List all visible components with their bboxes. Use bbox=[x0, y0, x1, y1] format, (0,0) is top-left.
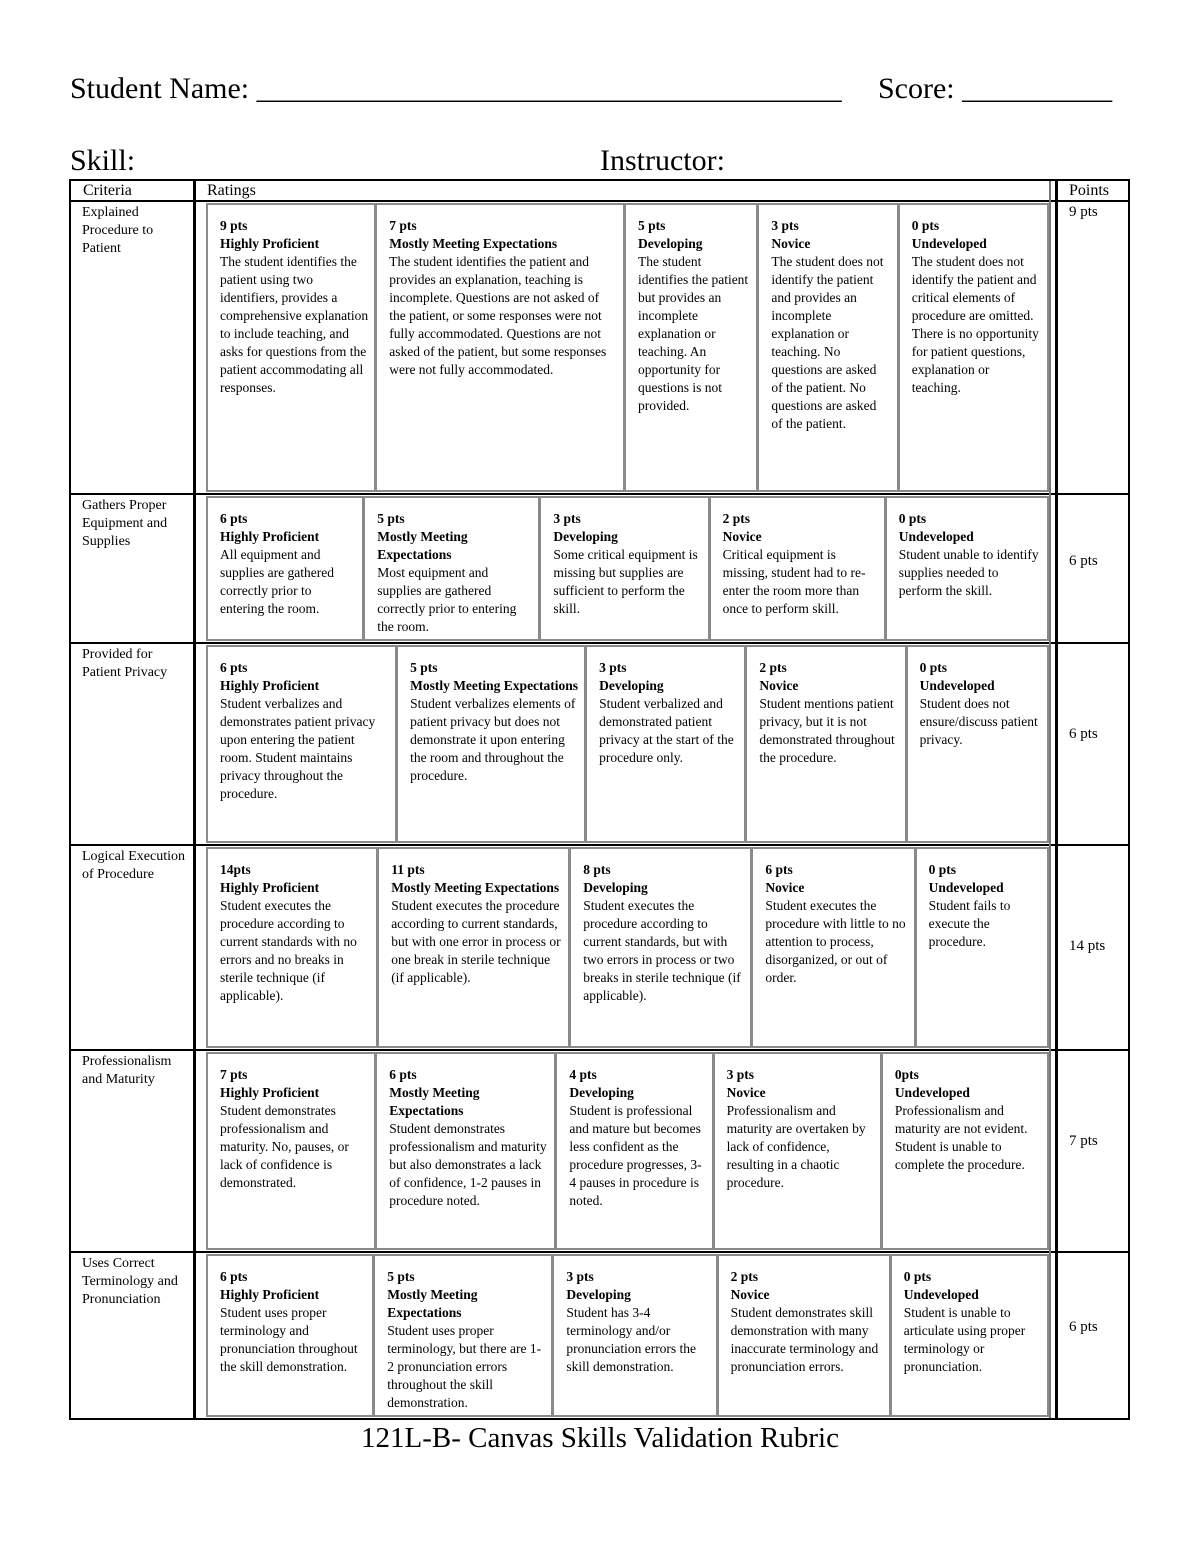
rating-points: 5 pts bbox=[637, 218, 666, 233]
rating-title: Mostly Meeting Expectations bbox=[410, 678, 579, 693]
rating-title: Developing bbox=[566, 1287, 631, 1302]
rating-points: 6 pts bbox=[765, 862, 793, 877]
rating-title: Novice bbox=[759, 678, 799, 693]
rating-points: 5 pts bbox=[410, 660, 438, 675]
rating-cell bbox=[759, 205, 899, 490]
footer-title: 121L-B- Canvas Skills Validation Rubric bbox=[361, 1422, 839, 1454]
criterion-label: Uses Correct Terminology and Pronunciation bbox=[82, 1256, 178, 1307]
rating-points: 3 pts bbox=[553, 511, 581, 526]
rating-title: Developing bbox=[599, 678, 664, 693]
rating-cell bbox=[626, 205, 759, 490]
rating-description: All equipment and supplies are gathered correctly prior to entering the room. bbox=[220, 547, 334, 616]
points-value: 6 pts bbox=[1069, 726, 1098, 742]
points-value: 6 pts bbox=[1069, 553, 1098, 569]
rating-points: 0pts bbox=[894, 1067, 919, 1082]
rating-cell bbox=[557, 1054, 714, 1248]
rating-cell bbox=[571, 849, 753, 1046]
rating-title: Highly Proficient bbox=[220, 236, 320, 251]
rating-cell bbox=[715, 1054, 883, 1248]
rating-cell bbox=[208, 1256, 375, 1415]
rating-cell bbox=[208, 205, 377, 490]
rating-cell bbox=[900, 205, 1047, 490]
rating-title: Undeveloped bbox=[903, 1287, 979, 1302]
rating-description: Student uses proper terminology and pronunciation throughout the skill demonstration. bbox=[220, 1305, 358, 1374]
ratings-column-header: Ratings bbox=[207, 182, 256, 199]
rating-description: The student does not identify the patient and critical elements of procedure are omitted. There is no opportunity for patient questions, explanation or teaching. bbox=[911, 254, 1039, 395]
rating-description: Student unable to identify supplies needed to perform the skill. bbox=[898, 547, 1039, 598]
rating-title: Novice bbox=[730, 1287, 770, 1302]
rating-description: The student identifies the patient but provides an incomplete explanation or teaching. An opportunity for questions is not provided. bbox=[637, 254, 749, 413]
ratings-divider-inner bbox=[1049, 181, 1051, 1418]
rating-title: Highly Proficient bbox=[220, 678, 320, 693]
rating-points: 3 pts bbox=[566, 1269, 594, 1284]
rating-description: Student fails to execute the procedure. bbox=[928, 898, 1011, 949]
rating-title: Novice bbox=[771, 236, 811, 251]
rating-title: Mostly Meeting Expectations bbox=[387, 1287, 478, 1320]
points-value: 6 pts bbox=[1069, 1319, 1098, 1335]
rating-title: Highly Proficient bbox=[220, 1085, 320, 1100]
rating-description: Student does not ensure/discuss patient privacy. bbox=[919, 696, 1038, 747]
rating-cell bbox=[887, 498, 1047, 639]
rating-description: Professionalism and maturity are not evident. Student is unable to complete the procedure. bbox=[894, 1103, 1028, 1172]
rating-points: 6 pts bbox=[220, 1269, 248, 1284]
rating-cell bbox=[398, 647, 587, 841]
rating-cell bbox=[917, 849, 1047, 1046]
rating-cell bbox=[753, 849, 916, 1046]
rating-description: Critical equipment is missing, student had to re-enter the room more than once to perform skill. bbox=[722, 547, 866, 616]
rating-description: Student is professional and mature but becomes less confident as the procedure progresses, 3-4 pauses in procedure is noted. bbox=[569, 1103, 702, 1208]
rating-points: 6 pts bbox=[220, 511, 248, 526]
rating-title: Undeveloped bbox=[928, 880, 1004, 895]
rating-description: Student executes the procedure with little to no attention to process, disorganized, or out of order. bbox=[765, 898, 906, 985]
rating-points: 4 pts bbox=[569, 1067, 597, 1082]
rating-title: Highly Proficient bbox=[220, 880, 320, 895]
rating-points: 11 pts bbox=[391, 862, 425, 877]
rating-title: Mostly Meeting Expectations bbox=[377, 529, 468, 562]
rating-description: Student verbalized and demonstrated patient privacy at the start of the procedure only. bbox=[599, 696, 734, 765]
points-divider bbox=[1055, 181, 1058, 1418]
rating-cell bbox=[554, 1256, 718, 1415]
rating-title: Developing bbox=[637, 236, 703, 251]
rating-title: Undeveloped bbox=[898, 529, 974, 544]
table-row bbox=[71, 846, 1128, 1051]
rating-cell bbox=[747, 647, 907, 841]
rating-cell bbox=[375, 1256, 554, 1415]
rating-description: The student identifies the patient using two identifiers, provides a comprehensive explanation to include teaching, and asks for questions from the patient accommodating all responses. bbox=[220, 254, 369, 395]
rating-description: Student executes the procedure according to current standards with no errors and no breaks in sterile technique (if applicable). bbox=[220, 898, 357, 1003]
table-row bbox=[71, 644, 1128, 846]
rubric-table bbox=[69, 179, 1130, 1420]
rating-title: Novice bbox=[765, 880, 805, 895]
rating-points: 2 pts bbox=[730, 1269, 758, 1284]
rating-points: 0 pts bbox=[928, 862, 957, 877]
rating-cell bbox=[883, 1054, 1047, 1248]
rating-points: 0 pts bbox=[898, 511, 927, 526]
rating-points: 9 pts bbox=[220, 218, 248, 233]
rating-cell bbox=[587, 647, 747, 841]
rating-title: Highly Proficient bbox=[220, 1287, 320, 1302]
rating-cell bbox=[208, 498, 365, 639]
table-row bbox=[71, 202, 1128, 495]
rating-points: 6 pts bbox=[389, 1067, 417, 1082]
criteria-divider bbox=[193, 181, 196, 1418]
rating-description: Student demonstrates professionalism and maturity. No, pauses, or lack of confidence is demonstrated. bbox=[220, 1103, 349, 1190]
ratings-group bbox=[206, 1052, 1049, 1250]
rating-cell bbox=[719, 1256, 892, 1415]
rating-description: Student uses proper terminology, but there are 1-2 pronunciation errors throughout the skill demonstration. bbox=[387, 1323, 542, 1410]
rating-points: 7 pts bbox=[389, 218, 417, 233]
rating-points: 2 pts bbox=[759, 660, 787, 675]
rating-description: The student does not identify the patient and provides an incomplete explanation or teaching. No questions are asked of the patient. No questions are asked of the patient. bbox=[771, 254, 884, 431]
points-value: 9 pts bbox=[1069, 204, 1098, 220]
rating-description: Student is unable to articulate using proper terminology or pronunciation. bbox=[903, 1305, 1026, 1374]
criterion-label: Gathers Proper Equipment and Supplies bbox=[82, 498, 168, 549]
ratings-group bbox=[206, 847, 1049, 1048]
rating-points: 5 pts bbox=[377, 511, 405, 526]
rating-points: 0 pts bbox=[903, 1269, 932, 1284]
rating-title: Developing bbox=[583, 880, 648, 895]
skill-field: Skill: bbox=[70, 144, 136, 177]
points-column-header: Points bbox=[1069, 182, 1110, 199]
rating-description: Most equipment and supplies are gathered correctly prior to entering the room. bbox=[377, 565, 517, 634]
rating-cell bbox=[208, 1054, 377, 1248]
table-row bbox=[71, 1051, 1128, 1253]
rating-description: Student has 3-4 terminology and/or pronunciation errors the skill demonstration. bbox=[566, 1305, 697, 1374]
rating-description: Some critical equipment is missing but supplies are sufficient to perform the skill. bbox=[553, 547, 698, 616]
rating-description: Student verbalizes elements of patient privacy but does not demonstrate it upon entering the room and throughout the procedure. bbox=[410, 696, 576, 783]
rating-title: Developing bbox=[569, 1085, 634, 1100]
score-field: Score: __________ bbox=[878, 72, 1113, 105]
table-row bbox=[71, 1253, 1128, 1418]
criterion-label: Explained Procedure to Patient bbox=[82, 205, 154, 256]
rating-points: 14pts bbox=[220, 862, 251, 877]
table-row bbox=[71, 495, 1128, 644]
rating-description: Professionalism and maturity are overtaken by lack of confidence, resulting in a chaotic procedure. bbox=[726, 1103, 866, 1190]
rating-cell bbox=[711, 498, 887, 639]
rating-cell bbox=[208, 647, 398, 841]
rating-description: Student demonstrates skill demonstration with many inaccurate terminology and pronunciation errors. bbox=[730, 1305, 879, 1374]
ratings-group bbox=[206, 645, 1049, 843]
rating-cell bbox=[377, 1054, 557, 1248]
rating-title: Mostly Meeting Expectations bbox=[391, 880, 560, 895]
rating-title: Mostly Meeting Expectations bbox=[389, 1085, 480, 1118]
rating-title: Developing bbox=[553, 529, 618, 544]
rating-cell bbox=[908, 647, 1047, 841]
rating-cell bbox=[541, 498, 710, 639]
rating-title: Mostly Meeting Expectations bbox=[389, 236, 558, 251]
criteria-column-header: Criteria bbox=[83, 182, 132, 199]
ratings-group bbox=[206, 496, 1049, 641]
criterion-label: Logical Execution of Procedure bbox=[82, 849, 186, 882]
points-value: 14 pts bbox=[1069, 938, 1106, 954]
rating-points: 5 pts bbox=[387, 1269, 415, 1284]
ratings-group bbox=[206, 203, 1049, 492]
rating-points: 7 pts bbox=[220, 1067, 248, 1082]
rating-description: The student identifies the patient and provides an explanation, teaching is incomplete. Questions are not asked of the patient, or some responses were not fully accommodated. Questions are not asked of the patient, but some responses were not fully accommodated. bbox=[389, 254, 607, 377]
ratings-group bbox=[206, 1254, 1049, 1417]
rating-description: Student executes the procedure according to current standards, but with one error in process or one break in sterile technique (if applicable). bbox=[391, 898, 561, 985]
criterion-label: Professionalism and Maturity bbox=[82, 1054, 172, 1087]
instructor-field: Instructor: bbox=[600, 144, 725, 177]
rating-cell bbox=[365, 498, 541, 639]
rating-title: Novice bbox=[722, 529, 762, 544]
rating-points: 0 pts bbox=[911, 218, 940, 233]
rating-title: Undeveloped bbox=[894, 1085, 970, 1100]
rating-title: Highly Proficient bbox=[220, 529, 320, 544]
rating-description: Student mentions patient privacy, but it is not demonstrated throughout the procedure. bbox=[759, 696, 895, 765]
rating-description: Student verbalizes and demonstrates patient privacy upon entering the patient room. Student maintains privacy throughout the procedure. bbox=[220, 696, 376, 801]
rating-points: 6 pts bbox=[220, 660, 248, 675]
rating-description: Student demonstrates professionalism and maturity but also demonstrates a lack of confidence, 1-2 pauses in procedure noted. bbox=[389, 1121, 547, 1208]
criterion-label: Provided for Patient Privacy bbox=[82, 647, 168, 680]
rating-cell bbox=[208, 849, 379, 1046]
rating-points: 3 pts bbox=[599, 660, 627, 675]
points-value: 7 pts bbox=[1069, 1133, 1098, 1149]
rating-points: 0 pts bbox=[919, 660, 948, 675]
rating-title: Undeveloped bbox=[919, 678, 995, 693]
rating-points: 8 pts bbox=[583, 862, 611, 877]
rating-title: Novice bbox=[726, 1085, 766, 1100]
table-header bbox=[71, 181, 1128, 202]
rating-points: 2 pts bbox=[722, 511, 751, 526]
rating-cell bbox=[377, 205, 626, 490]
rating-cell bbox=[892, 1256, 1047, 1415]
rating-description: Student executes the procedure according to current standards, but with two errors in process or two breaks in sterile technique (if applicable). bbox=[583, 898, 741, 1003]
rating-title: Undeveloped bbox=[911, 236, 987, 251]
rating-points: 3 pts bbox=[726, 1067, 754, 1082]
student-name-field: Student Name: _______________________________________ bbox=[70, 72, 842, 105]
rating-cell bbox=[379, 849, 571, 1046]
rating-points: 3 pts bbox=[771, 218, 799, 233]
